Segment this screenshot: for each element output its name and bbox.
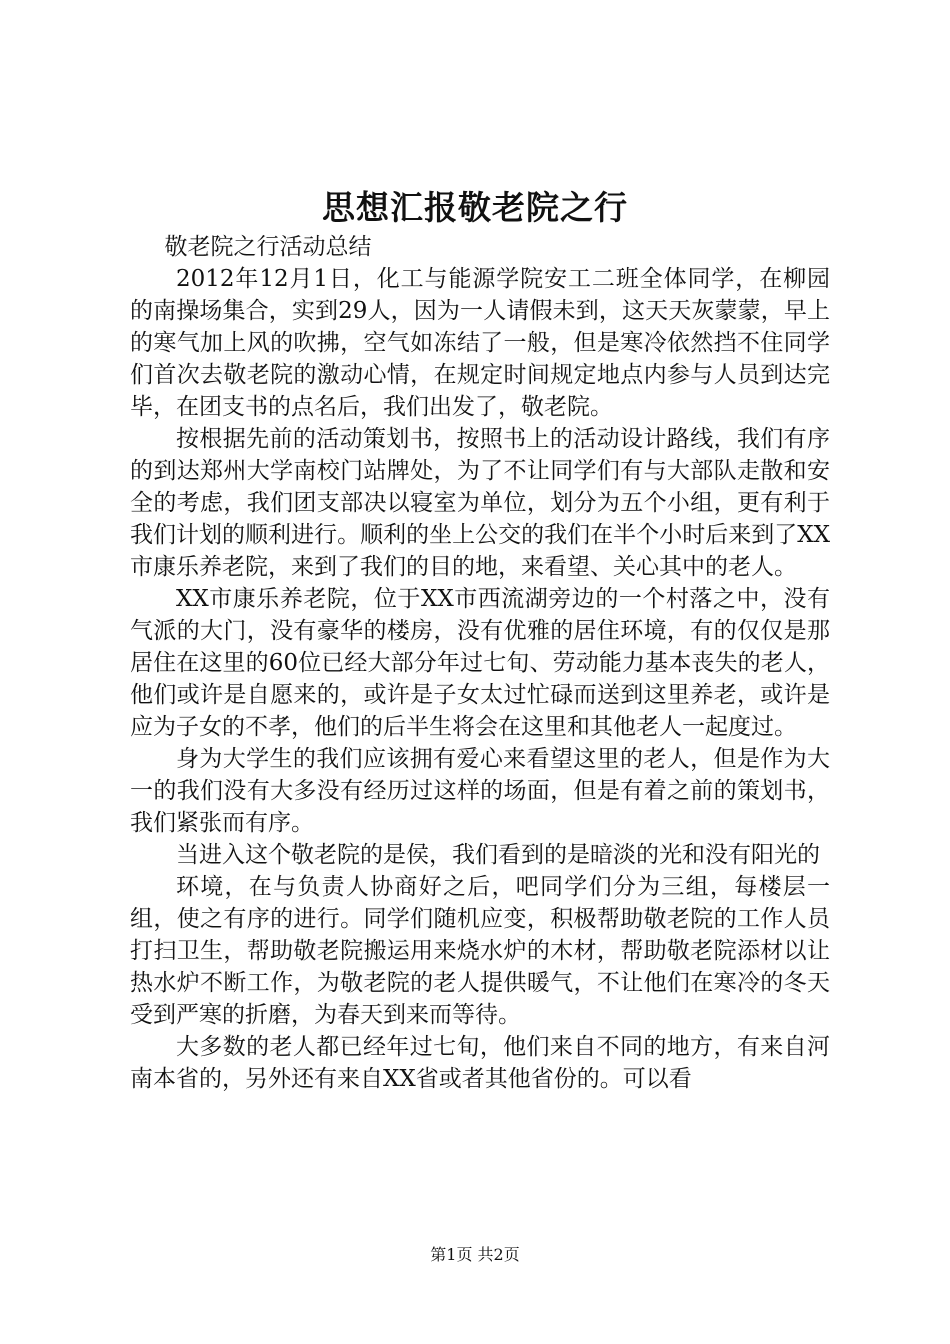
body-paragraph: 2012年12月1日，化工与能源学院安工二班全体同学，在柳园的南操场集合，实到29人，因为一人请假未到，这天天灰蒙蒙，早上的寒气加上风的吹拂，空气如冻结了一般，但是寒冷依然挡不住同学们首次去敬老院的激动心情，在规定时间规定地点内参与人员到达完毕，在团支书的点名后，我们出发了，敬老院。 [130, 266, 830, 420]
body-paragraph: 身为大学生的我们应该拥有爱心来看望这里的老人，但是作为大一的我们没有大多没有经历过这样的场面，但是有着之前的策划书，我们紧张而有序。 [130, 746, 830, 836]
body-paragraph: 当进入这个敬老院的是侯，我们看到的是暗淡的光和没有阳光的 [176, 842, 820, 868]
section-subtitle: 敬老院之行活动总结 [164, 234, 372, 260]
page-footer: 第1页 共2页 [430, 1245, 520, 1264]
body-paragraph: XX市康乐养老院，位于XX市西流湖旁边的一个村落之中，没有气派的大门，没有豪华的楼房，没有优雅的居住环境，有的仅仅是那居住在这里的60位已经大部分年过七旬、劳动能力基本丧失的老人，他们或许是自愿来的，或许是子女太过忙碌而送到这里养老，或许是应为子女的不孝，他们的后半生将会在这里和其他老人一起度过。 [130, 586, 830, 740]
body-paragraph: 大多数的老人都已经年过七旬，他们来自不同的地方，有来自河南本省的，另外还有来自XX省或者其他省份的。可以看 [130, 1034, 830, 1092]
document-body [130, 231, 830, 1095]
page-title: 思想汇报敬老院之行 [322, 188, 628, 227]
body-paragraph: 按根据先前的活动策划书，按照书上的活动设计路线，我们有序的到达郑州大学南校门站牌处，为了不让同学们有与大部队走散和安全的考虑，我们团支部决以寝室为单位，划分为五个小组，更有利于我们计划的顺利进行。顺利的坐上公交的我们在半个小时后来到了XX市康乐养老院，来到了我们的目的地，来看望、关心其中的老人。 [130, 426, 830, 580]
body-paragraph: 环境，在与负责人协商好之后，吧同学们分为三组，每楼层一组，使之有序的进行。同学们随机应变，积极帮助敬老院的工作人员打扫卫生，帮助敬老院搬运用来烧水炉的木材，帮助敬老院添材以让热水炉不断工作，为敬老院的老人提供暖气，不让他们在寒冷的冬天受到严寒的折磨，为春天到来而等待。 [130, 874, 830, 1028]
